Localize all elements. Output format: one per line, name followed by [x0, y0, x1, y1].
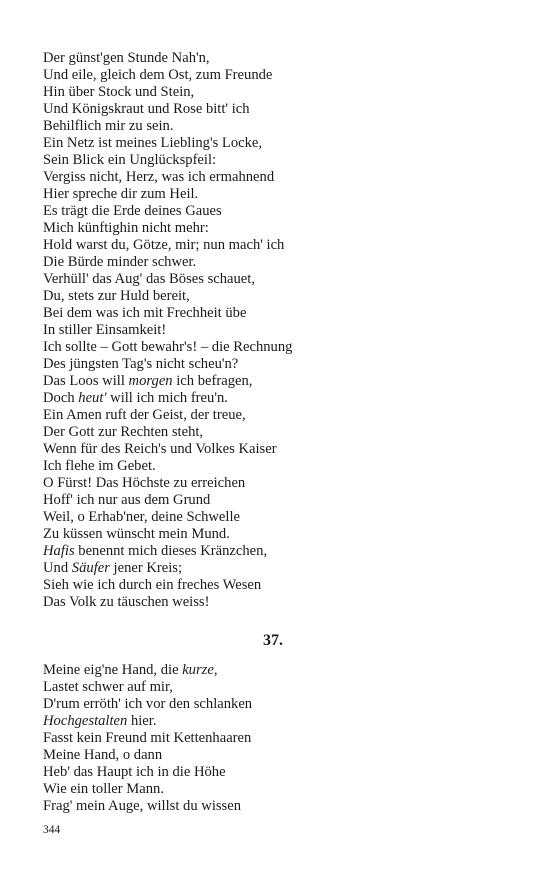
verse-line: [43, 577, 503, 594]
verse-line: [43, 220, 503, 237]
verse-line: [43, 475, 503, 492]
verse-text: O Fürst! Das Höchste zu erreichen: [43, 475, 246, 491]
poem-37: [43, 662, 503, 815]
verse-text: Es trägt die Erde deines Gaues: [43, 203, 222, 219]
verse-line: [43, 747, 503, 764]
verse-line: [43, 543, 503, 560]
verse-emphasis: Säufer: [71, 560, 110, 576]
verse-line: [43, 254, 503, 271]
verse-line: [43, 407, 503, 424]
verse-line: [43, 526, 503, 543]
verse-emphasis: morgen: [128, 373, 173, 389]
verse-text: Frag' mein Auge, willst du wissen: [43, 798, 242, 814]
verse-text: Hier spreche dir zum Heil.: [43, 186, 199, 202]
verse-line: [43, 101, 503, 118]
verse-text: Zu küssen wünscht mein Mund.: [43, 526, 230, 542]
poem-number: 37.: [263, 632, 283, 649]
verse-emphasis: heut': [78, 390, 107, 406]
verse-text: Hold warst du, Götze, mir; nun mach' ich: [43, 237, 285, 253]
verse-text: jener Kreis;: [109, 560, 183, 576]
verse-line: [43, 390, 503, 407]
verse-line: [43, 458, 503, 475]
verse-text: Du, stets zur Huld bereit,: [43, 288, 190, 304]
verse-line: [43, 203, 503, 220]
verse-line: [43, 288, 503, 305]
verse-line: [43, 135, 503, 152]
verse-text: Des jüngsten Tag's nicht scheu'n?: [43, 356, 239, 372]
verse-text: Mich künftighin nicht mehr:: [43, 220, 209, 236]
verse-text: Ein Netz ist meines Liebling's Locke,: [43, 135, 263, 151]
verse-text: Meine eig'ne Hand, die: [43, 662, 183, 678]
verse-line: [43, 271, 503, 288]
verse-text: Verhüll' das Aug' das Böses schauet,: [43, 271, 255, 287]
verse-text: Doch: [43, 390, 79, 406]
verse-line: [43, 679, 503, 696]
verse-text: Vergiss nicht, Herz, was ich ermahnend: [43, 169, 275, 185]
verse-text: D'rum erröth' ich vor den schlanken: [43, 696, 253, 712]
verse-line: [43, 237, 503, 254]
verse-text: will ich mich freu'n.: [106, 390, 228, 406]
verse-text: Der günst'gen Stunde Nah'n,: [43, 50, 210, 66]
verse-line: [43, 84, 503, 101]
verse-text: Heb' das Haupt ich in die Höhe: [43, 764, 226, 780]
verse-emphasis: kurze: [182, 662, 214, 678]
verse-text: Fasst kein Freund mit Kettenhaaren: [43, 730, 252, 746]
verse-text: Und eile, gleich dem Ost, zum Freunde: [43, 67, 273, 83]
verse-text: ,: [213, 662, 218, 678]
verse-text: Ich flehe im Gebet.: [43, 458, 156, 474]
verse-line: [43, 662, 503, 679]
verse-text: Wie ein toller Mann.: [43, 781, 164, 797]
verse-line: [43, 373, 503, 390]
verse-line: [43, 492, 503, 509]
verse-line: [43, 560, 503, 577]
verse-line: [43, 356, 503, 373]
verse-line: [43, 441, 503, 458]
verse-text: hier.: [127, 713, 157, 729]
verse-text: Das Loos will: [43, 373, 129, 389]
verse-text: Meine Hand, o dann: [43, 747, 163, 763]
verse-line: [43, 798, 503, 815]
verse-line: [43, 152, 503, 169]
verse-line: [43, 764, 503, 781]
verse-text: Hoff' ich nur aus dem Grund: [43, 492, 211, 508]
verse-line: [43, 305, 503, 322]
verse-text: Das Volk zu täuschen weiss!: [43, 594, 210, 610]
verse-line: [43, 713, 503, 730]
verse-line: [43, 186, 503, 203]
verse-text: Wenn für des Reich's und Volkes Kaiser: [43, 441, 277, 457]
verse-text: Lastet schwer auf mir,: [43, 679, 173, 695]
verse-line: [43, 781, 503, 798]
verse-line: [43, 67, 503, 84]
verse-emphasis: Hochgestalten: [43, 713, 128, 729]
verse-line: [43, 696, 503, 713]
verse-text: Ich sollte – Gott bewahr's! – die Rechnung: [43, 339, 293, 355]
verse-text: Bei dem was ich mit Frechheit übe: [43, 305, 247, 321]
verse-text: Sieh wie ich durch ein freches Wesen: [43, 577, 262, 593]
verse-text: Behilflich mir zu sein.: [43, 118, 174, 134]
verse-text: benennt mich dieses Kränzchen,: [74, 543, 268, 559]
verse-line: [43, 169, 503, 186]
page-number: 344: [43, 824, 61, 836]
verse-text: Die Bürde minder schwer.: [43, 254, 197, 270]
verse-line: [43, 118, 503, 135]
verse-text: Weil, o Erhab'ner, deine Schwelle: [43, 509, 241, 525]
verse-emphasis: Hafis: [43, 543, 75, 559]
verse-line: [43, 594, 503, 611]
verse-text: Der Gott zur Rechten steht,: [43, 424, 204, 440]
verse-line: [43, 424, 503, 441]
verse-line: [43, 50, 503, 67]
verse-text: In stiller Einsamkeit!: [43, 322, 167, 338]
poem-continuation: [43, 50, 503, 611]
verse-text: Und: [43, 560, 72, 576]
verse-line: [43, 730, 503, 747]
verse-line: [43, 509, 503, 526]
page-body: [43, 50, 503, 815]
verse-line: [43, 322, 503, 339]
verse-line: [43, 339, 503, 356]
verse-text: Hin über Stock und Stein,: [43, 84, 195, 100]
verse-text: Und Königskraut und Rose bitt' ich: [43, 101, 250, 117]
verse-text: Ein Amen ruft der Geist, der treue,: [43, 407, 246, 423]
verse-text: ich befragen,: [172, 373, 253, 389]
verse-text: Sein Blick ein Unglückspfeil:: [43, 152, 217, 168]
